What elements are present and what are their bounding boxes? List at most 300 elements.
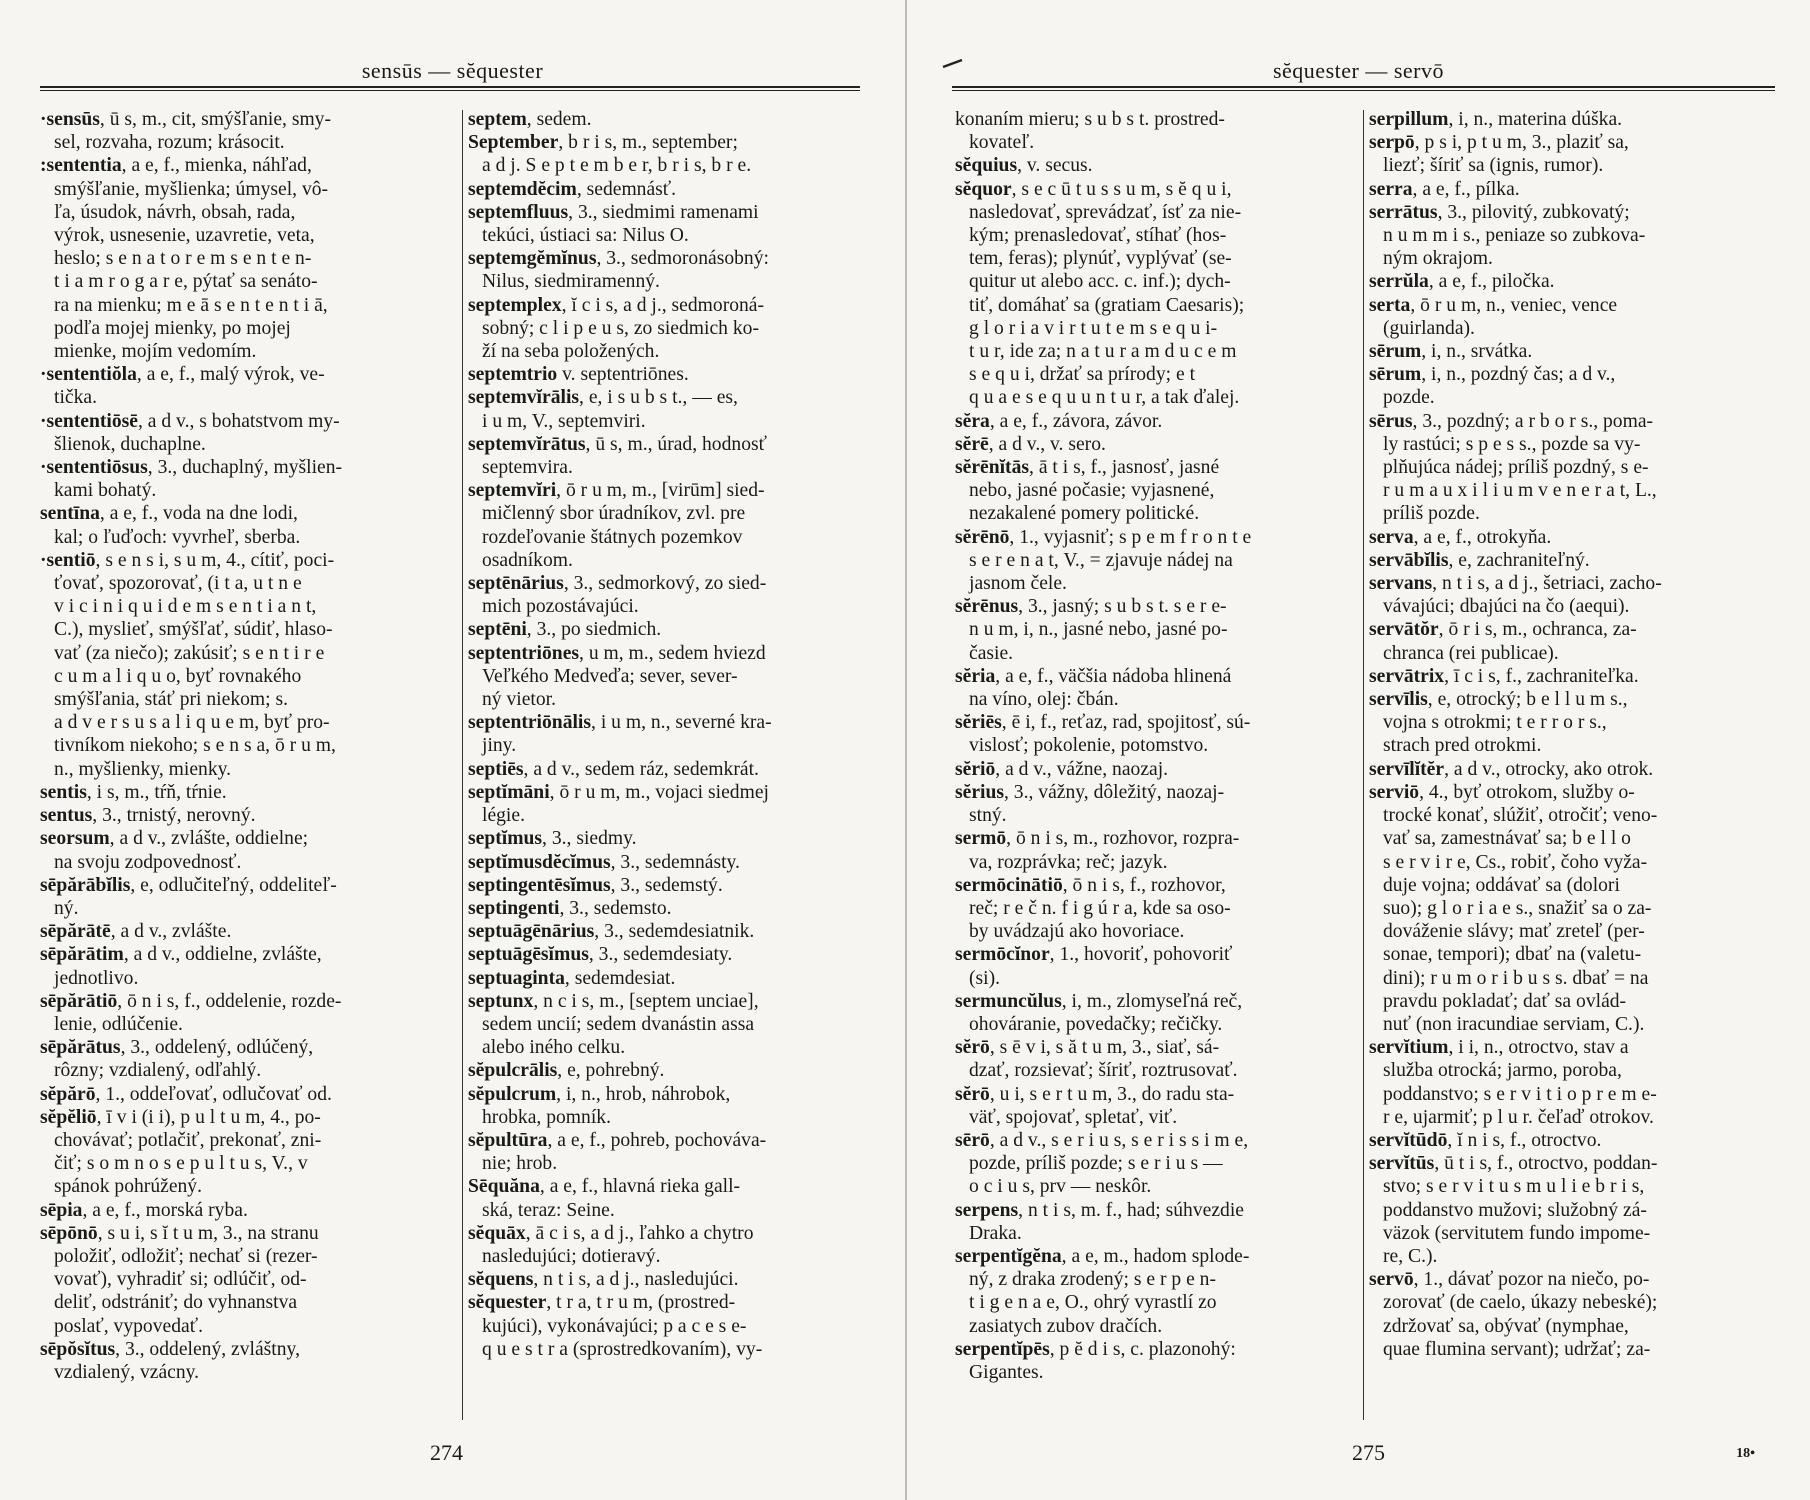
entry-line: kal; o ľuďoch: vyvrheľ, sberba. [54,526,301,548]
dictionary-entry [1369,618,1787,664]
entry-headline: septuāgēsĭmus, 3., sedemdesiaty. [468,944,733,966]
entry-line: t i g e n a e, O., ohrý vyrastlí zo [969,1292,1217,1314]
dictionary-entry [955,1036,1355,1082]
dictionary-entry [955,827,1355,873]
entry-headline: sĕrō, s ē v i, s ă t u m, 3., siať, sá- [955,1037,1220,1059]
dictionary-entry [1369,781,1787,1036]
entry-line: C.), myslieť, smýšľať, súdiť, hlaso- [54,619,333,641]
entry-line: nasledujúci; dotieravý. [482,1245,661,1267]
entry-headline: sērō, a d v., s e r i u s, s e r i s s i m e, [955,1129,1249,1151]
entry-headline: septĭmāni, ō r u m, m., vojaci siedmej [468,781,769,803]
entry-line: kovateľ. [969,132,1035,154]
dictionary-entry [40,456,452,502]
left-page-column-2 [468,108,874,1361]
entry-headline: ·sentiō, s e n s i, s u m, 4., cítiť, poci- [40,549,335,571]
dictionary-entry [1369,526,1787,549]
dictionary-entry [955,990,1355,1036]
right-page-column-2 [1369,108,1787,1361]
entry-line: n u m, i, n., jasné nebo, jasné po- [969,619,1228,641]
dictionary-entry [468,618,874,641]
entry-line: ným okrajom. [1383,248,1493,270]
entry-line: sobný; c l i p e u s, zo siedmich ko- [482,317,759,339]
entry-headline: servābĭlis, e, zachraniteľný. [1369,549,1590,571]
entry-line: strach pred otrokmi. [1383,735,1542,757]
entry-line: stný. [969,805,1007,827]
left-page-column-1 [40,108,452,1384]
entry-line: poddanstvo mužovi; služobný zá- [1383,1199,1647,1221]
entry-headline: sermōcinātiō, ō n i s, f., rozhovor, [955,874,1226,896]
entry-line: na víno, olej: čbán. [969,689,1119,711]
dictionary-entry [468,711,874,757]
dictionary-entry [955,154,1355,177]
entry-line: väť, spojovať, spletať, viť. [969,1106,1178,1128]
entry-headline: sĕpĕliō, ī v i (i i), p u l t u m, 4., po- [40,1106,321,1128]
entry-headline: sērum, i, n., pozdný čas; a d v., [1369,364,1616,386]
entry-line: s e r v i r e, Cs., robiť, čoho vyža- [1383,851,1648,873]
entry-headline: sĕquor, s e c ū t u s s u m, s ĕ q u i, [955,178,1232,200]
entry-headline: sēpōnō, s u i, s ĭ t u m, 3., na stranu [40,1222,319,1244]
entry-headline: serrātus, 3., pilovitý, zubkovatý; [1369,201,1630,223]
entry-line: tiť, domáhať sa (gratiam Caesaris); [969,294,1245,316]
dictionary-entry [40,1106,452,1199]
entry-headline: serpentĭgĕna, a e, m., hadom splode- [955,1245,1250,1267]
entry-headline: sĕrēnō, 1., vyjasniť; s p e m f r o n t e [955,526,1252,548]
entry-line: vislosť; pokolenie, potomstvo. [969,735,1209,757]
entry-headline: sēpărātim, a d v., oddielne, zvlášte, [40,944,322,966]
dictionary-entry [1369,549,1787,572]
entry-line: šlienok, duchaplne. [54,433,206,455]
dictionary-entry [468,874,874,897]
entry-headline: serra, a e, f., pílka. [1369,178,1520,200]
entry-line: nuť (non iracundiae serviam, C.). [1383,1013,1645,1035]
entry-headline: servĭtūs, ū t i s, f., otroctvo, poddan- [1369,1153,1658,1175]
dictionary-entry [40,1199,452,1222]
dictionary-entry [40,154,452,363]
entry-line: reč; r e č n. f i g ú r a, kde sa oso- [969,897,1231,919]
entry-line: ra na mienku; m e ā s e n t e n t i ā, [54,294,328,316]
entry-headline: servans, n t i s, a d j., šetriaci, zacho- [1369,573,1662,595]
dictionary-entry [40,1083,452,1106]
entry-line: s e q u i, držať sa prírody; e t [969,364,1196,386]
dictionary-entry [468,1291,874,1361]
dictionary-entry [1369,131,1787,177]
dictionary-entry [955,943,1355,989]
dictionary-entry [1369,270,1787,293]
entry-line: mičlenný sbor úradníkov, zvl. pre [482,503,746,525]
entry-line: re, C.). [1383,1245,1438,1267]
entry-line: c u m a l i q u o, byť rovnakého [54,665,302,687]
dictionary-entry [955,410,1355,433]
entry-line: stvo; s e r v i t u s m u l i e b r i s, [1383,1176,1645,1198]
entry-headline: serviō, 4., byť otrokom, služby o- [1369,781,1635,803]
dictionary-entry [40,804,452,827]
entry-line: r u m a u x i l i u m v e n e r a t, L., [1383,480,1657,502]
dictionary-entry [1369,294,1787,340]
entry-line: pravdu pokladať; dať sa ovlád- [1383,990,1627,1012]
entry-headline: konaním mieru; s u b s t. prostred- [955,109,1225,130]
entry-line: by uvádzajú ako hovoriace. [969,921,1185,943]
entry-line: suo); g l o r i a e s., snažiť sa o za- [1383,897,1652,919]
dictionary-entry [1369,1152,1787,1268]
entry-line: chovávať; potlačiť, prekonať, zni- [54,1129,322,1151]
entry-line: quitur ut alebo acc. c. inf.); dych- [969,271,1231,293]
entry-line: tička. [54,387,97,409]
entry-line: vzdialený, vzácny. [54,1361,200,1383]
entry-headline: septemgĕmĭnus, 3., sedmoronásobný: [468,248,769,270]
entry-line: tekúci, ústiaci sa: Nilus O. [482,225,689,247]
entry-headline: septingentēsĭmus, 3., sedemstý. [468,874,723,896]
entry-line: ťovať, spozorovať, (i t a, u t n e [54,573,302,595]
entry-headline: septemdĕcim, sedemnásť. [468,178,677,200]
dictionary-entry [40,108,452,154]
entry-headline: serpō, p s i, p t u m, 3., plaziť sa, [1369,132,1629,154]
entry-headline: sĕra, a e, f., závora, závor. [955,410,1163,432]
entry-line: lenie, odlúčenie. [54,1013,183,1035]
entry-headline: sēpŏsĭtus, 3., oddelený, zvláštny, [40,1338,300,1360]
entry-line: rozdeľovanie štátnych pozemkov [482,526,743,548]
dictionary-entry [468,294,874,364]
entry-headline: septentriōnālis, i u m, n., severné kra- [468,712,772,734]
dictionary-entry [468,1222,874,1268]
entry-line: tem, feras); plynúť, vyplývať (se- [969,248,1232,270]
entry-line: t i a m r o g a r e, pýtať sa senáto- [54,271,318,293]
entry-line: na svoju zodpovednosť. [54,851,242,873]
dictionary-entry [468,178,874,201]
entry-line: mienke, mojím vedomím. [54,341,257,363]
entry-headline: sēpărābĭlis, e, odlučiteľný, oddeliteľ- [40,874,337,896]
dictionary-entry [955,433,1355,456]
entry-line: o c i u s, prv — neskôr. [969,1176,1152,1198]
entry-headline: sēpărātus, 3., oddelený, odlúčený, [40,1037,314,1059]
dictionary-entry [468,108,874,131]
dictionary-entry [1369,688,1787,758]
dictionary-entry [955,1338,1355,1384]
dictionary-entry [468,827,874,850]
header-rule-left [40,86,860,91]
entry-line: a d v e r s u s a l i q u e m, byť pro- [54,712,330,734]
entry-line: liezť; šíriť sa (ignis, rumor). [1383,155,1604,177]
column-divider-left [462,110,463,1420]
entry-headline: septuaginta, sedemdesiat. [468,967,676,989]
dictionary-entry [955,665,1355,711]
entry-line: t u r, ide za; n a t u r a m d u c e m [969,341,1237,363]
entry-headline: sērum, i, n., srvátka. [1369,341,1533,363]
entry-line: podľa mojej mienky, po mojej [54,317,291,339]
entry-headline: ·sententiōsus, 3., duchaplný, myšlien- [40,457,343,479]
dictionary-entry [468,1129,874,1175]
entry-line: jasnom čele. [969,573,1067,595]
entry-headline: ·sensūs, ū s, m., cit, smýšľanie, smy- [40,109,332,130]
entry-headline: serva, a e, f., otrokyňa. [1369,526,1552,548]
entry-headline: sĕria, a e, f., väčšia nádoba hlinená [955,665,1232,687]
entry-headline: septemvĭrālis, e, i s u b s t., — es, [468,387,738,409]
entry-line: dini); r u m o r i b u s s. dbať = na [1383,967,1649,989]
entry-headline: sĕrēnus, 3., jasný; s u b s t. s e r e- [955,596,1227,618]
entry-line: osadníkom. [482,549,573,571]
entry-line: ný vietor. [482,689,557,711]
dictionary-entry [955,456,1355,526]
entry-line: vať sa, zamestnávať sa; b e l l o [1383,828,1631,850]
dictionary-entry [955,1083,1355,1129]
dictionary-entry [955,874,1355,944]
entry-line: v i c i n i q u i d e m s e n t i a n t, [54,596,317,618]
entry-headline: sĕrē, a d v., v. sero. [955,433,1106,455]
entry-headline: servīlĭtĕr, a d v., otrocky, ako otrok. [1369,758,1654,780]
dictionary-entry [468,781,874,827]
dictionary-entry [1369,410,1787,526]
dictionary-entry [468,1175,874,1221]
dictionary-entry [955,108,1355,154]
right-page [905,0,1810,1500]
entry-headline: sentīna, a e, f., voda na dne lodi, [40,503,298,525]
dictionary-entry [468,920,874,943]
entry-headline: septingenti, 3., sedemsto. [468,897,672,919]
entry-headline: servīlis, e, otrocký; b e l l u m s., [1369,689,1628,711]
entry-headline: septemvĭri, ō r u m, m., [virūm] sied- [468,480,765,502]
entry-line: tivníkom niekoho; s e n s a, ō r u m, [54,735,336,757]
entry-line: čiť; s o m n o s e p u l t u s, V., v [54,1153,308,1175]
entry-line: s e r e n a t, V., = zjavuje nádej na [969,549,1233,571]
dictionary-entry [955,711,1355,757]
entry-headline: sĕriō, a d v., vážne, naozaj. [955,758,1169,780]
entry-line: ly rastúci; s p e s s., pozde sa vy- [1383,433,1641,455]
dictionary-entry [40,827,452,873]
entry-line: ný, z draka zrodený; s e r p e n- [969,1269,1216,1291]
dictionary-entry [468,851,874,874]
entry-headline: ·sententiŏla, a e, f., malý výrok, ve- [40,364,325,386]
dictionary-entry [1369,340,1787,363]
entry-line: n u m m i s., peniaze so zubkova- [1383,225,1646,247]
entry-line: časie. [969,642,1014,664]
entry-headline: sentus, 3., trnistý, nerovný. [40,805,256,827]
header-rule-right [952,86,1775,91]
entry-line: vávajúci; dbajúci na čo (aequi). [1383,596,1630,618]
entry-line: mich pozostávajúci. [482,596,639,618]
dictionary-entry [468,943,874,966]
entry-headline: servātrix, ī c i s, f., zachraniteľka. [1369,665,1639,687]
entry-line: ohováranie, povedačky; rečičky. [969,1013,1223,1035]
entry-line: hrobka, pomník. [482,1106,611,1128]
entry-headline: sēpărātiō, ō n i s, f., oddelenie, rozde- [40,990,342,1012]
entry-line: výrok, usnesenie, uzavretie, veta, [54,225,315,247]
entry-headline: serpens, n t i s, m. f., had; súhvezdie [955,1199,1244,1221]
entry-line: ľa, úsudok, návrh, obsah, rada, [54,201,296,223]
dictionary-entry [1369,1268,1787,1361]
dictionary-entry [955,526,1355,596]
dictionary-entry [1369,178,1787,201]
entry-headline: servātŏr, ō r i s, m., ochranca, za- [1369,619,1637,641]
column-divider-right [1363,110,1364,1420]
dictionary-entry [468,1268,874,1291]
entry-headline: serpentĭpēs, p ĕ d i s, c. plazonohý: [955,1338,1236,1360]
entry-line: trocké konať, slúžiť, otročiť; veno- [1383,805,1658,827]
entry-line: zdržovať sa, obývať (nymphae, [1383,1315,1629,1337]
signature-mark: 18• [1736,1446,1755,1461]
entry-line: sonae, tempori); dbať na (valetu- [1383,944,1642,966]
dictionary-entry [468,433,874,479]
dictionary-entry [40,1036,452,1082]
entry-line: ská, teraz: Seine. [482,1199,615,1221]
page-number-right: 275 [1352,1440,1385,1465]
entry-headline: sĕquius, v. secus. [955,155,1093,177]
entry-headline: sēpia, a e, f., morská ryba. [40,1199,248,1221]
entry-headline: serpillum, i, n., materina dúška. [1369,109,1623,130]
dictionary-entry [40,1222,452,1338]
entry-headline: septentriōnes, u m, m., sedem hviezd [468,642,766,664]
entry-headline: sĕrius, 3., vážny, dôležitý, naozaj- [955,781,1225,803]
dictionary-entry [955,1245,1355,1338]
entry-line: jiny. [482,735,517,757]
entry-headline: septemtrio v. septentriōnes. [468,364,689,386]
entry-headline: septemplex, ĭ c i s, a d j., sedmoroná- [468,294,765,316]
right-page-column-1 [955,108,1355,1384]
entry-line: heslo; s e n a t o r e m s e n t e n- [54,248,312,270]
dictionary-entry [40,920,452,943]
entry-headline: septunx, n c i s, m., [septem unciae], [468,990,759,1012]
entry-line: Gigantes. [969,1361,1044,1383]
entry-line: nezakalené pomery politické. [969,503,1200,525]
entry-headline: :sententia, a e, f., mienka, náhľad, [40,155,312,177]
entry-headline: sērus, 3., pozdný; a r b o r s., poma- [1369,410,1654,432]
entry-line: ný. [54,897,79,919]
entry-line: q u e s t r a (sprostredkovaním), vy- [482,1338,763,1360]
entry-headline: sĕpulcrum, i, n., hrob, náhrobok, [468,1083,731,1105]
entry-headline: seorsum, a d v., zvlášte, oddielne; [40,828,309,850]
entry-line: poddanstvo; s e r v i t i o p r e m e- [1383,1083,1657,1105]
entry-line: deliť, odstrániť; do vyhnanstva [54,1292,298,1314]
dictionary-entry [1369,1036,1787,1129]
entry-line: (si). [969,967,1001,989]
entry-line: smýšľania, stáť pri niekom; s. [54,689,289,711]
entry-headline: sermōcĭnor, 1., hovoriť, pohovoriť [955,944,1233,966]
entry-line: príliš pozde. [1383,503,1480,525]
dictionary-entry [468,990,874,1060]
dictionary-entry [40,1338,452,1384]
entry-line: jednotlivo. [54,967,139,989]
entry-line: légie. [482,805,525,827]
running-head-right: sĕquester — servō [1272,58,1444,83]
entry-line: nebo, jasné počasie; vyjasnené, [969,480,1215,502]
dictionary-entry [40,410,452,456]
dictionary-entry [468,131,874,177]
entry-headline: sĕpărō, 1., oddeľovať, odlučovať od. [40,1083,332,1105]
dictionary-entry [40,549,452,781]
dictionary-entry [40,943,452,989]
entry-headline: serta, ō r u m, n., veniec, vence [1369,294,1618,316]
entry-line: va, rozprávka; reč; jazyk. [969,851,1168,873]
entry-line: spánok pohrúžený. [54,1176,203,1198]
entry-line: sedem uncií; sedem dvanástin assa [482,1013,755,1035]
entry-headline: septēnārius, 3., sedmorkový, zo sied- [468,573,767,595]
entry-headline: sĕpulcrālis, e, pohrebný. [468,1060,665,1082]
entry-line: alebo iného celku. [482,1037,626,1059]
dictionary-entry [955,781,1355,827]
dictionary-entry [955,1129,1355,1199]
dictionary-entry [468,386,874,432]
entry-line: Nilus, siedmiramenný. [482,271,660,293]
entry-line: vojna s otrokmi; t e r r o r s., [1383,712,1607,734]
entry-line: septemvira. [482,457,573,479]
entry-headline: serrŭla, a e, f., piločka. [1369,271,1555,293]
entry-headline: September, b r i s, m., september; [468,132,738,154]
entry-line: položiť, odložiť; nechať si (rezer- [54,1245,318,1267]
dictionary-entry [468,758,874,781]
dictionary-entry [1369,665,1787,688]
dictionary-entry [468,1083,874,1129]
entry-line: pozde. [1383,387,1435,409]
running-head-left: sensūs — sĕquester [361,58,544,83]
entry-headline: septĭmus, 3., siedmy. [468,828,637,850]
entry-line: nie; hrob. [482,1153,558,1175]
dictionary-entry [468,479,874,572]
dictionary-entry [1369,572,1787,618]
entry-line: kým; prenasledovať, stíhať (hos- [969,225,1227,247]
entry-line: q u a e s e q u u n t u r, a tak ďalej. [969,387,1240,409]
entry-headline: sĕpultūra, a e, f., pohreb, pochovávа- [468,1129,767,1151]
entry-line: ží na seba položených. [482,341,660,363]
entry-line: r e, ujarmiť; p l u r. čeľaď otrokov. [1383,1106,1654,1128]
entry-line: duje vojna; oddávať sa (dolori [1383,874,1620,896]
entry-headline: septĭmusdĕcĭmus, 3., sedemnásty. [468,851,740,873]
entry-headline: sĕrō, u i, s e r t u m, 3., do radu sta- [955,1083,1235,1105]
dictionary-entry [1369,758,1787,781]
dictionary-entry [468,967,874,990]
entry-line: Draka. [969,1222,1022,1244]
entry-headline: Sēquăna, a e, f., hlavná rieka gall- [468,1176,741,1198]
dictionary-entry [468,1059,874,1082]
dictionary-entry [955,178,1355,410]
entry-line: vovať), vyhradiť si; odlúčiť, od- [54,1269,307,1291]
entry-line: zorovať (de caelo, úkazy nebeské); [1383,1292,1658,1314]
dictionary-entry [955,1199,1355,1245]
dictionary-entry [1369,108,1787,131]
entry-line: rôzny; vzdialený, odľahlý. [54,1060,262,1082]
entry-headline: septēni, 3., po siedmich. [468,619,662,641]
dictionary-entry [1369,363,1787,409]
entry-line: vať (za niečo); zakúsiť; s e n t i r e [54,642,325,664]
entry-line: a d j. S e p t e m b e r, b r i s, b r e. [482,155,752,177]
entry-headline: sermuncŭlus, i, m., zlomyseľná reč, [955,990,1243,1012]
entry-line: kami bohatý. [54,480,157,502]
dictionary-entry [1369,1129,1787,1152]
entry-line: kujúci), vykonávajúci; p a c e s e- [482,1315,747,1337]
entry-line: smýšľanie, myšlienka; úmysel, vô- [54,178,329,200]
page-number-left: 274 [430,1440,463,1465]
dictionary-entry [468,247,874,293]
entry-line: i u m, V., septemviri. [482,410,646,432]
dictionary-entry [955,758,1355,781]
entry-headline: septiēs, a d v., sedem ráz, sedemkrát. [468,758,759,780]
entry-headline: sentis, i s, m., tŕň, tŕnie. [40,781,227,803]
dictionary-entry [468,572,874,618]
entry-line: sel, rozvaha, rozum; krásocit. [54,132,285,154]
entry-headline: ·sententiōsē, a d v., s bohatstvom my- [40,410,340,432]
dictionary-entry [468,642,874,712]
dictionary-entry [40,781,452,804]
entry-line: Veľkého Medveďa; sever, sever- [482,665,738,687]
dictionary-entry [955,595,1355,665]
entry-headline: servĭtium, i i, n., otroctvo, stav a [1369,1037,1629,1059]
entry-headline: septuāgēnārius, 3., sedemdesiatnik. [468,921,755,943]
dictionary-entry [1369,201,1787,271]
entry-line: (guirlanda). [1383,317,1475,339]
entry-line: pozde, príliš pozde; s e r i u s — [969,1153,1223,1175]
dictionary-entry [40,990,452,1036]
entry-line: g l o r i a v i r t u t e m s e q u i- [969,317,1218,339]
entry-headline: sĕquāx, ā c i s, a d j., ľahko a chytro [468,1222,754,1244]
entry-line: služba otrocká; jarmo, poroba, [1383,1060,1622,1082]
entry-line: chranca (rei publicae). [1383,642,1559,664]
